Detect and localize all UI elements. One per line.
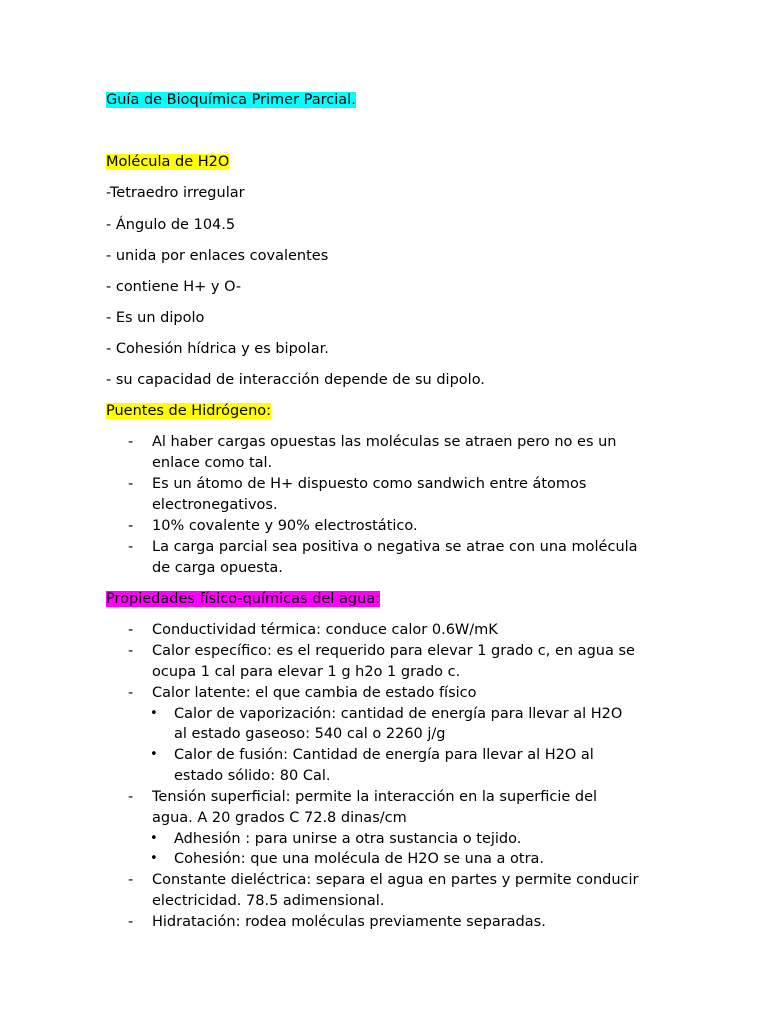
propiedad-adhesion: Adhesión : para unirse a otra sustancia o tejido. bbox=[174, 831, 522, 847]
dash-marker: - bbox=[128, 518, 134, 534]
puentes-item-line: electronegativos. bbox=[152, 497, 278, 513]
propiedad-fusion-line: estado sólido: 80 Cal. bbox=[174, 768, 331, 784]
propiedad-hidratacion: Hidratación: rodea moléculas previamente separadas. bbox=[152, 914, 546, 930]
dash-marker: - bbox=[128, 476, 134, 492]
bullet-icon: • bbox=[150, 706, 158, 721]
section-heading-h2o bbox=[106, 152, 229, 172]
dash-marker: - bbox=[128, 434, 134, 450]
propiedad-especifico-line: ocupa 1 cal para elevar 1 g h2o 1 grado c. bbox=[152, 664, 461, 680]
h2o-item: - unida por enlaces covalentes bbox=[106, 248, 329, 264]
bullet-icon: • bbox=[150, 831, 158, 846]
puentes-item-line: Al haber cargas opuestas las moléculas se atraen pero no es un bbox=[152, 434, 617, 450]
propiedad-cohesion: Cohesión: que una molécula de H2O se una a otra. bbox=[174, 851, 545, 867]
document-title bbox=[106, 90, 356, 110]
propiedad-constante-line: electricidad. 78.5 adimensional. bbox=[152, 893, 385, 909]
h2o-item: - contiene H+ y O- bbox=[106, 279, 242, 295]
h2o-item: - Es un dipolo bbox=[106, 310, 205, 326]
bullet-icon: • bbox=[150, 851, 158, 866]
puentes-item-line: La carga parcial sea positiva o negativa se atrae con una molécula bbox=[152, 539, 638, 555]
bullet-icon: • bbox=[150, 747, 158, 762]
title-highlight: Guía de Bioquímica Primer Parcial. bbox=[106, 92, 356, 108]
puentes-item-line: enlace como tal. bbox=[152, 455, 273, 471]
puentes-heading-highlight: Puentes de Hidrógeno: bbox=[106, 403, 272, 419]
dash-marker: - bbox=[128, 685, 134, 701]
propiedades-heading-highlight: Propiedades físico-químicas del agua: bbox=[106, 591, 381, 607]
puentes-item-line: Es un átomo de H+ dispuesto como sandwich entre átomos bbox=[152, 476, 587, 492]
h2o-item: - Cohesión hídrica y es bipolar. bbox=[106, 341, 329, 357]
propiedad-latente: Calor latente: el que cambia de estado físico bbox=[152, 685, 477, 701]
propiedad-constante-line: Constante dieléctrica: separa el agua en partes y permite conducir bbox=[152, 872, 639, 888]
propiedad-vaporizacion-line: Calor de vaporización: cantidad de energía para llevar al H2O bbox=[174, 706, 623, 722]
propiedad-fusion-line: Calor de fusión: Cantidad de energía para llevar al H2O al bbox=[174, 747, 594, 763]
dash-marker: - bbox=[128, 643, 134, 659]
dash-marker: - bbox=[128, 789, 134, 805]
dash-marker: - bbox=[128, 872, 134, 888]
puentes-item-line: 10% covalente y 90% electrostático. bbox=[152, 518, 418, 534]
h2o-heading-highlight: Molécula de H2O bbox=[106, 154, 230, 170]
dash-marker: - bbox=[128, 914, 134, 930]
propiedad-tension-line: Tensión superficial: permite la interacción en la superficie del bbox=[152, 789, 598, 805]
propiedad-vaporizacion-line: al estado gaseoso: 540 cal o 2260 j/g bbox=[174, 726, 446, 742]
section-heading-propiedades bbox=[106, 589, 380, 609]
propiedad-tension-line: agua. A 20 grados C 72.8 dinas/cm bbox=[152, 810, 407, 826]
h2o-item: - Ángulo de 104.5 bbox=[106, 217, 236, 233]
section-heading-puentes bbox=[106, 401, 271, 421]
propiedad-especifico-line: Calor específico: es el requerido para elevar 1 grado c, en agua se bbox=[152, 643, 635, 659]
puentes-item-line: de carga opuesta. bbox=[152, 560, 283, 576]
propiedad-conductividad: Conductividad térmica: conduce calor 0.6W/mK bbox=[152, 622, 498, 638]
dash-marker: - bbox=[128, 622, 134, 638]
h2o-item: - su capacidad de interacción depende de su dipolo. bbox=[106, 372, 485, 388]
h2o-item: -Tetraedro irregular bbox=[106, 185, 245, 201]
dash-marker: - bbox=[128, 539, 134, 555]
